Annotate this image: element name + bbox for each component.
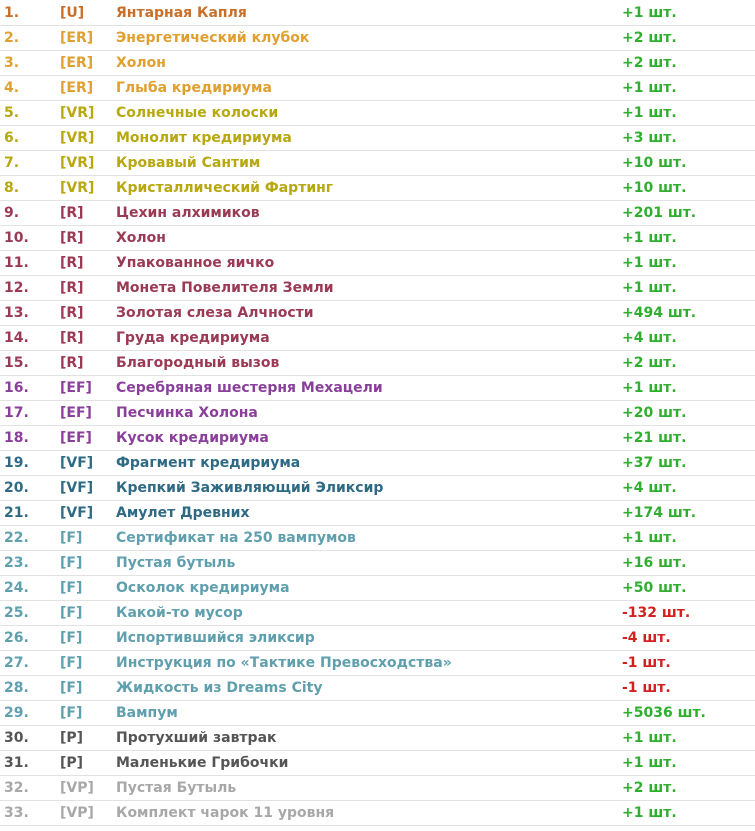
item-number: 30. <box>4 730 29 746</box>
list-item <box>0 276 755 301</box>
item-number: 10. <box>4 230 29 246</box>
item-quantity: +1 шт. <box>622 280 677 296</box>
item-number: 26. <box>4 630 29 646</box>
item-name: Маленькие Грибочки <box>116 755 289 771</box>
item-quantity: +174 шт. <box>622 505 697 521</box>
item-name: Холон <box>116 230 166 246</box>
item-quantity: +1 шт. <box>622 755 677 771</box>
list-item <box>0 351 755 376</box>
item-rarity: [VP] <box>60 780 94 796</box>
item-rarity: [F] <box>60 630 83 646</box>
item-number: 28. <box>4 680 29 696</box>
item-quantity: +5036 шт. <box>622 705 706 721</box>
list-item <box>0 426 755 451</box>
item-name: Испортившийся эликсир <box>116 630 315 646</box>
item-name: Кровавый Сантим <box>116 155 261 171</box>
item-rarity: [ER] <box>60 55 94 71</box>
item-number: 22. <box>4 530 29 546</box>
item-number: 7. <box>4 155 20 171</box>
item-number: 17. <box>4 405 29 421</box>
item-quantity: +1 шт. <box>622 105 677 121</box>
item-number: 1. <box>4 5 20 21</box>
item-quantity: -1 шт. <box>622 655 671 671</box>
item-name: Глыба кредириума <box>116 80 272 96</box>
list-item <box>0 626 755 651</box>
item-rarity: [VR] <box>60 180 95 196</box>
list-item <box>0 401 755 426</box>
item-number: 15. <box>4 355 29 371</box>
item-number: 2. <box>4 30 20 46</box>
item-name: Цехин алхимиков <box>116 205 260 221</box>
list-item <box>0 26 755 51</box>
item-number: 12. <box>4 280 29 296</box>
list-item <box>0 76 755 101</box>
item-quantity: +2 шт. <box>622 780 677 796</box>
item-name: Фрагмент кредириума <box>116 455 301 471</box>
item-name: Упакованное яичко <box>116 255 275 271</box>
item-number: 23. <box>4 555 29 571</box>
item-rarity: [P] <box>60 730 84 746</box>
list-item <box>0 576 755 601</box>
item-name: Пустая Бутыль <box>116 780 237 796</box>
item-rarity: [VF] <box>60 480 94 496</box>
item-rarity: [R] <box>60 255 84 271</box>
item-number: 13. <box>4 305 29 321</box>
item-rarity: [VF] <box>60 455 94 471</box>
item-name: Осколок кредириума <box>116 580 290 596</box>
item-rarity: [F] <box>60 680 83 696</box>
item-number: 20. <box>4 480 29 496</box>
item-quantity: +1 шт. <box>622 80 677 96</box>
item-rarity: [ER] <box>60 30 94 46</box>
item-rarity: [U] <box>60 5 85 21</box>
item-name: Амулет Древних <box>116 505 250 521</box>
item-quantity: +4 шт. <box>622 480 677 496</box>
list-item <box>0 326 755 351</box>
item-number: 33. <box>4 805 29 821</box>
list-item <box>0 751 755 776</box>
item-rarity: [ER] <box>60 80 94 96</box>
item-name: Сертификат на 250 вампумов <box>116 530 356 546</box>
item-quantity: +1 шт. <box>622 5 677 21</box>
item-name: Комплект чарок 11 уровня <box>116 805 335 821</box>
list-item <box>0 251 755 276</box>
item-quantity: +10 шт. <box>622 180 687 196</box>
item-name: Солнечные колоски <box>116 105 279 121</box>
item-rarity: [EF] <box>60 380 92 396</box>
item-quantity: +1 шт. <box>622 805 677 821</box>
item-name: Протухший завтрак <box>116 730 277 746</box>
item-rarity: [R] <box>60 205 84 221</box>
list-item <box>0 101 755 126</box>
item-quantity: +1 шт. <box>622 380 677 396</box>
item-quantity: +2 шт. <box>622 55 677 71</box>
item-name: Энергетический клубок <box>116 30 310 46</box>
item-quantity: +2 шт. <box>622 30 677 46</box>
item-quantity: +1 шт. <box>622 730 677 746</box>
item-rarity: [F] <box>60 705 83 721</box>
item-number: 16. <box>4 380 29 396</box>
item-quantity: +2 шт. <box>622 355 677 371</box>
item-rarity: [F] <box>60 605 83 621</box>
item-name: Кристаллический Фартинг <box>116 180 334 196</box>
item-quantity: +10 шт. <box>622 155 687 171</box>
item-rarity: [VR] <box>60 105 95 121</box>
item-number: 3. <box>4 55 20 71</box>
item-quantity: +494 шт. <box>622 305 697 321</box>
list-item <box>0 551 755 576</box>
item-number: 31. <box>4 755 29 771</box>
item-quantity: +21 шт. <box>622 430 687 446</box>
item-rarity: [VP] <box>60 805 94 821</box>
item-rarity: [F] <box>60 555 83 571</box>
item-rarity: [VR] <box>60 155 95 171</box>
item-name: Жидкость из Dreams City <box>116 680 323 696</box>
item-name: Пустая бутыль <box>116 555 236 571</box>
item-name: Вампум <box>116 705 178 721</box>
item-name: Монолит кредириума <box>116 130 292 146</box>
list-item <box>0 501 755 526</box>
item-name: Серебряная шестерня Мехацели <box>116 380 383 396</box>
item-number: 25. <box>4 605 29 621</box>
list-item <box>0 776 755 801</box>
item-number: 24. <box>4 580 29 596</box>
list-item <box>0 176 755 201</box>
item-name: Монета Повелителя Земли <box>116 280 334 296</box>
item-rarity: [VR] <box>60 130 95 146</box>
item-rarity: [R] <box>60 355 84 371</box>
item-number: 11. <box>4 255 29 271</box>
item-quantity: -1 шт. <box>622 680 671 696</box>
list-item <box>0 376 755 401</box>
list-item <box>0 801 755 826</box>
list-item <box>0 226 755 251</box>
item-rarity: [EF] <box>60 430 92 446</box>
list-item <box>0 701 755 726</box>
item-number: 18. <box>4 430 29 446</box>
list-item <box>0 676 755 701</box>
item-rarity: [F] <box>60 655 83 671</box>
item-number: 9. <box>4 205 20 221</box>
item-name: Инструкция по «Тактике Превосходства» <box>116 655 452 671</box>
item-name: Золотая слеза Алчности <box>116 305 314 321</box>
item-quantity: +1 шт. <box>622 530 677 546</box>
item-quantity: -132 шт. <box>622 605 691 621</box>
item-quantity: +1 шт. <box>622 230 677 246</box>
item-number: 8. <box>4 180 20 196</box>
item-quantity: +4 шт. <box>622 330 677 346</box>
list-item <box>0 51 755 76</box>
item-number: 14. <box>4 330 29 346</box>
item-quantity: +37 шт. <box>622 455 687 471</box>
item-rarity: [F] <box>60 530 83 546</box>
item-quantity: +201 шт. <box>622 205 697 221</box>
item-name: Крепкий Заживляющий Эликсир <box>116 480 384 496</box>
list-item <box>0 451 755 476</box>
list-item <box>0 726 755 751</box>
item-quantity: -4 шт. <box>622 630 671 646</box>
item-quantity: +20 шт. <box>622 405 687 421</box>
item-name: Холон <box>116 55 166 71</box>
item-number: 5. <box>4 105 20 121</box>
item-rarity: [R] <box>60 330 84 346</box>
item-name: Груда кредириума <box>116 330 270 346</box>
item-name: Песчинка Холона <box>116 405 258 421</box>
item-number: 4. <box>4 80 20 96</box>
item-name: Янтарная Капля <box>116 5 247 21</box>
list-item <box>0 601 755 626</box>
item-rarity: [F] <box>60 580 83 596</box>
item-quantity: +50 шт. <box>622 580 687 596</box>
item-rarity: [P] <box>60 755 84 771</box>
list-item <box>0 301 755 326</box>
item-quantity: +1 шт. <box>622 255 677 271</box>
item-rarity: [R] <box>60 230 84 246</box>
item-quantity: +16 шт. <box>622 555 687 571</box>
list-item <box>0 1 755 26</box>
list-item <box>0 126 755 151</box>
item-rarity: [R] <box>60 305 84 321</box>
item-number: 19. <box>4 455 29 471</box>
item-name: Кусок кредириума <box>116 430 269 446</box>
item-name: Какой-то мусор <box>116 605 243 621</box>
item-number: 21. <box>4 505 29 521</box>
item-number: 32. <box>4 780 29 796</box>
item-number: 6. <box>4 130 20 146</box>
list-item <box>0 476 755 501</box>
list-item <box>0 651 755 676</box>
list-item <box>0 151 755 176</box>
item-number: 29. <box>4 705 29 721</box>
item-rarity: [R] <box>60 280 84 296</box>
list-item <box>0 201 755 226</box>
item-name: Благородный вызов <box>116 355 280 371</box>
item-rarity: [EF] <box>60 405 92 421</box>
item-rarity: [VF] <box>60 505 94 521</box>
list-item <box>0 526 755 551</box>
item-number: 27. <box>4 655 29 671</box>
item-quantity: +3 шт. <box>622 130 677 146</box>
